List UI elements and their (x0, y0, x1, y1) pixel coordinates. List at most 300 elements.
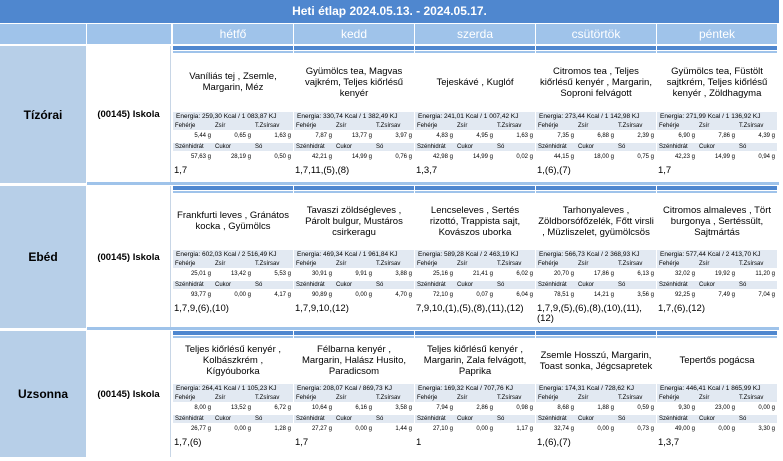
energy-amount: 469,34 Kcal / 1 961,84 KJ (323, 251, 398, 258)
menu-cell (536, 46, 656, 176)
nutrient-value-row (173, 402, 293, 415)
meal-label: Uzsonna (0, 331, 86, 457)
nutrient-value-row (536, 289, 656, 302)
cell-accent-bar (536, 186, 656, 190)
protein-value: 8,00 g (194, 405, 211, 411)
energy-amount: 577,44 Kcal / 2 413,70 KJ (686, 251, 761, 258)
sat-fat-value: 6,72 g (274, 405, 291, 411)
allergen-codes: 7,9,10,(1),(5),(8),(11),(12) (416, 303, 524, 314)
day-header: hétfő (173, 24, 293, 44)
energy-amount: 259,30 Kcal / 1 083,87 KJ (202, 113, 277, 120)
salt-label: Só (374, 415, 414, 423)
menu-cell (294, 46, 414, 176)
header-spacer (87, 24, 171, 44)
protein-value: 6,90 g (678, 133, 695, 139)
school-label: (00145) Iskola (87, 46, 171, 183)
energy-label: Energia: (660, 113, 685, 120)
protein-value: 9,30 g (678, 405, 695, 411)
sugar-label: Cukor (455, 415, 495, 423)
fat-label: Zsír (455, 122, 495, 130)
nutrient-label-row (294, 122, 414, 130)
meal-name: Citromos almaleves , Tört burgonya , Sertéssült, Sajtmártás (662, 204, 772, 238)
meal-name: Teljes kiőrlésű kenyér , Margarin, Zala felvágott, Paprika (423, 344, 527, 377)
fat-value: 19,92 g (714, 271, 735, 277)
meal-name: Frankfurti leves , Gránátos kocka , Gyümölcs (177, 210, 289, 232)
salt-value: 0,50 g (274, 154, 291, 160)
sat-fat-label: T.Zsírsav (616, 394, 656, 402)
cell-accent-bar (173, 331, 293, 335)
protein-value: 32,02 g (674, 271, 695, 277)
fat-value: 6,88 g (597, 133, 614, 139)
salt-value: 0,75 g (637, 154, 654, 160)
sugar-value: 0,07 g (476, 292, 493, 298)
fat-label: Zsír (576, 122, 616, 130)
sat-fat-value: 0,98 g (516, 405, 533, 411)
fat-label: Zsír (697, 394, 737, 402)
carbs-value: 27,10 g (432, 426, 453, 432)
allergen-codes: 1,7,(6) (174, 437, 202, 448)
sugar-label: Cukor (334, 281, 374, 289)
salt-value: 4,70 g (395, 292, 412, 298)
energy-value (294, 112, 414, 122)
fat-value: 1,88 g (597, 405, 614, 411)
carbs-value: 90,89 g (311, 292, 332, 298)
fat-value: 2,86 g (476, 405, 493, 411)
meal-name: Gyümölcs tea, Füstölt sajtkrém, Teljes kiőrlésű kenyér , Zöldhagyma (666, 65, 768, 99)
carbs-value: 92,25 g (674, 292, 695, 298)
cell-accent-bar (173, 46, 293, 50)
sat-fat-label: T.Zsírsav (495, 394, 535, 402)
sugar-value: 14,99 g (714, 154, 735, 160)
energy-label: Energia: (176, 385, 201, 392)
protein-label: Fehérje (657, 394, 697, 402)
carbs-label: Szénhidrát (415, 281, 455, 289)
nutrient-value-row (294, 423, 414, 436)
carbs-label: Szénhidrát (294, 143, 334, 151)
cell-accent-bar (536, 46, 656, 50)
carbs-value: 72,10 g (432, 292, 453, 298)
nutrient-label-row (415, 260, 535, 268)
allergen-codes: 1,7,9,(5),(6),(8),(10),(11),(12) (537, 303, 642, 324)
meal-name: Vaníliás tej , Zsemle, Margarin, Méz (189, 71, 277, 93)
carbs-label: Szénhidrát (415, 143, 455, 151)
protein-label: Fehérje (173, 394, 213, 402)
salt-value: 0,94 g (758, 154, 775, 160)
energy-value (294, 250, 414, 260)
energy-amount: 602,03 Kcal / 2 516,49 KJ (202, 251, 277, 258)
menu-cell (173, 46, 293, 176)
nutrient-label-row (294, 143, 414, 151)
nutrient-label-row (415, 122, 535, 130)
sat-fat-label: T.Zsírsav (616, 260, 656, 268)
energy-amount: 271,99 Kcal / 1 136,92 KJ (686, 113, 761, 120)
protein-value: 5,44 g (194, 133, 211, 139)
sugar-value: 14,21 g (593, 292, 614, 298)
sat-fat-value: 11,20 g (755, 271, 775, 277)
carbs-value: 42,21 g (311, 154, 332, 160)
menu-cell (173, 186, 293, 314)
protein-value: 7,87 g (315, 133, 332, 139)
sugar-value: 0,00 g (234, 426, 251, 432)
salt-value: 1,28 g (274, 426, 291, 432)
menu-cell (415, 46, 535, 176)
salt-label: Só (495, 281, 535, 289)
salt-value: 4,17 g (274, 292, 291, 298)
energy-label: Energia: (660, 251, 685, 258)
fat-label: Zsír (576, 260, 616, 268)
fat-label: Zsír (213, 260, 253, 268)
day-header: péntek (657, 24, 777, 44)
energy-value (294, 384, 414, 394)
energy-label: Energia: (297, 385, 322, 392)
sat-fat-label: T.Zsírsav (253, 394, 293, 402)
nutrient-label-row (294, 281, 414, 289)
cell-accent-bar (294, 46, 414, 50)
menu-cell (657, 186, 777, 314)
sat-fat-value: 5,53 g (274, 271, 291, 277)
carbs-value: 57,63 g (190, 154, 211, 160)
protein-label: Fehérje (173, 122, 213, 130)
protein-value: 7,94 g (436, 405, 453, 411)
nutrient-label-row (536, 394, 656, 402)
energy-amount: 174,31 Kcal / 728,62 KJ (565, 385, 635, 392)
nutrient-label-row (536, 260, 656, 268)
allergen-codes: 1,7,(6),(12) (658, 303, 705, 314)
meal-name: Zsemle Hosszú, Margarin, Toast sonka, Jégcsapretek (539, 349, 653, 372)
energy-label: Energia: (539, 385, 564, 392)
nutrient-value-row (294, 130, 414, 143)
salt-label: Só (495, 415, 535, 423)
nutrient-value-row (173, 130, 293, 143)
cell-accent-bar (415, 186, 535, 190)
salt-label: Só (253, 143, 293, 151)
carbs-value: 42,98 g (432, 154, 453, 160)
energy-value (657, 384, 777, 394)
meal-label: Tízórai (0, 46, 86, 183)
sugar-value: 0,00 g (234, 292, 251, 298)
carbs-value: 42,23 g (674, 154, 695, 160)
fat-label: Zsír (697, 122, 737, 130)
fat-value: 17,86 g (593, 271, 614, 277)
energy-label: Energia: (418, 251, 443, 258)
energy-value (536, 250, 656, 260)
menu-cell (536, 331, 656, 448)
sat-fat-label: T.Zsírsav (374, 394, 414, 402)
sugar-label: Cukor (455, 143, 495, 151)
sat-fat-label: T.Zsírsav (737, 394, 777, 402)
salt-label: Só (737, 415, 777, 423)
meal-name: Citromos tea , Teljes kiőrlésű kenyér , Margarin, Soproni felvágott (540, 65, 652, 99)
sat-fat-label: T.Zsírsav (374, 260, 414, 268)
sat-fat-value: 1,63 g (274, 133, 291, 139)
cell-accent-bar (415, 46, 535, 50)
meal-name: Teljes kiőrlésű kenyér , Kolbászkrém , Kígyóuborka (184, 344, 282, 377)
energy-amount: 589,28 Kcal / 2 463,19 KJ (444, 251, 519, 258)
nutrient-value-row (415, 268, 535, 281)
protein-value: 10,64 g (311, 405, 332, 411)
day-header: kedd (294, 24, 414, 44)
protein-label: Fehérje (536, 260, 576, 268)
nutrient-label-row (173, 281, 293, 289)
sugar-label: Cukor (213, 415, 253, 423)
salt-value: 6,04 g (516, 292, 533, 298)
carbs-label: Szénhidrát (173, 281, 213, 289)
row-separator (87, 327, 779, 330)
nutrient-value-row (294, 289, 414, 302)
carbs-label: Szénhidrát (657, 415, 697, 423)
meal-name: Gyümölcs tea, Magvas vajkrém, Teljes kiőrlésű kenyér (304, 65, 404, 99)
sugar-label: Cukor (576, 281, 616, 289)
sat-fat-label: T.Zsírsav (253, 260, 293, 268)
menu-cell (415, 186, 535, 314)
fat-value: 0,65 g (234, 133, 251, 139)
sat-fat-value: 6,02 g (516, 271, 533, 277)
energy-label: Energia: (418, 385, 443, 392)
allergen-codes: 1,(6),(7) (537, 165, 571, 176)
nutrient-label-row (536, 143, 656, 151)
carbs-label: Szénhidrát (415, 415, 455, 423)
sugar-label: Cukor (334, 143, 374, 151)
carbs-label: Szénhidrát (294, 281, 334, 289)
cell-accent-bar (536, 331, 656, 335)
sat-fat-value: 3,88 g (395, 271, 412, 277)
nutrient-value-row (173, 268, 293, 281)
salt-value: 0,02 g (516, 154, 533, 160)
protein-label: Fehérje (294, 122, 334, 130)
salt-label: Só (253, 281, 293, 289)
nutrient-label-row (173, 415, 293, 423)
salt-label: Só (737, 143, 777, 151)
nutrient-label-row (657, 281, 777, 289)
fat-value: 23,00 g (714, 405, 735, 411)
salt-label: Só (616, 143, 656, 151)
carbs-label: Szénhidrát (536, 281, 576, 289)
nutrient-value-row (415, 289, 535, 302)
sugar-label: Cukor (455, 281, 495, 289)
carbs-label: Szénhidrát (536, 415, 576, 423)
nutrient-value-row (657, 423, 777, 436)
nutrient-value-row (657, 289, 777, 302)
nutrient-label-row (173, 394, 293, 402)
energy-value (536, 384, 656, 394)
allergen-codes: 1,7 (174, 165, 188, 176)
nutrient-value-row (536, 268, 656, 281)
sat-fat-value: 4,39 g (758, 133, 775, 139)
nutrient-value-row (536, 151, 656, 164)
protein-value: 25,16 g (432, 271, 453, 277)
sat-fat-label: T.Zsírsav (737, 260, 777, 268)
nutrient-label-row (536, 122, 656, 130)
protein-label: Fehérje (415, 122, 455, 130)
allergen-codes: 1,7,11,(5),(8) (295, 165, 350, 176)
cell-accent-bar (657, 186, 777, 190)
nutrient-label-row (294, 260, 414, 268)
allergen-codes: 1 (416, 437, 422, 448)
nutrient-label-row (536, 415, 656, 423)
sugar-value: 14,99 g (472, 154, 493, 160)
energy-amount: 566,73 Kcal / 2 368,93 KJ (565, 251, 640, 258)
allergen-codes: 1,3,7 (658, 437, 680, 448)
cell-accent-bar (657, 331, 777, 335)
protein-value: 8,68 g (557, 405, 574, 411)
sugar-value: 0,00 g (476, 426, 493, 432)
fat-value: 13,42 g (230, 271, 251, 277)
meal-name: Tepertős pogácsa (679, 355, 755, 366)
fat-label: Zsír (213, 394, 253, 402)
menu-cell (173, 331, 293, 448)
protein-value: 30,91 g (311, 271, 332, 277)
allergen-codes: 1,(6),(7) (537, 437, 571, 448)
allergen-codes: 1,7,9,10,(12) (295, 303, 349, 314)
nutrient-value-row (294, 268, 414, 281)
energy-amount: 446,41 Kcal / 1 865,99 KJ (686, 385, 761, 392)
energy-amount: 264,41 Kcal / 1 105,23 KJ (202, 385, 277, 392)
salt-label: Só (495, 143, 535, 151)
energy-label: Energia: (418, 113, 443, 120)
sat-fat-value: 3,58 g (395, 405, 412, 411)
sugar-value: 0,00 g (597, 426, 614, 432)
sat-fat-label: T.Zsírsav (495, 260, 535, 268)
menu-cell (657, 46, 777, 176)
nutrient-value-row (294, 151, 414, 164)
carbs-value: 49,00 g (674, 426, 695, 432)
protein-label: Fehérje (294, 260, 334, 268)
carbs-label: Szénhidrát (173, 415, 213, 423)
fat-value: 13,77 g (351, 133, 372, 139)
sugar-label: Cukor (576, 415, 616, 423)
nutrient-label-row (415, 281, 535, 289)
sat-fat-label: T.Zsírsav (374, 122, 414, 130)
fat-value: 9,91 g (355, 271, 372, 277)
sat-fat-value: 0,00 g (758, 405, 775, 411)
protein-label: Fehérje (536, 394, 576, 402)
salt-value: 1,44 g (395, 426, 412, 432)
menu-cell (536, 186, 656, 324)
menu-cell (415, 331, 535, 448)
salt-value: 7,04 g (758, 292, 775, 298)
sugar-label: Cukor (697, 143, 737, 151)
sat-fat-value: 2,39 g (637, 133, 654, 139)
salt-label: Só (616, 415, 656, 423)
sugar-label: Cukor (697, 415, 737, 423)
cell-accent-bar (415, 331, 535, 335)
school-label: (00145) Iskola (87, 331, 171, 457)
allergen-codes: 1,7 (295, 437, 309, 448)
sugar-label: Cukor (334, 415, 374, 423)
sugar-label: Cukor (697, 281, 737, 289)
cell-accent-bar (294, 186, 414, 190)
energy-value (657, 112, 777, 122)
energy-amount: 241,01 Kcal / 1 007,42 KJ (444, 113, 519, 120)
carbs-label: Szénhidrát (294, 415, 334, 423)
sugar-value: 14,99 g (351, 154, 372, 160)
allergen-codes: 1,7,9,(6),(10) (174, 303, 229, 314)
protein-label: Fehérje (415, 260, 455, 268)
fat-label: Zsír (576, 394, 616, 402)
meal-name: Félbarna kenyér , Margarin, Halász Husito, Paradicsom (301, 344, 406, 377)
nutrient-value-row (173, 151, 293, 164)
carbs-value: 26,77 g (190, 426, 211, 432)
nutrient-label-row (657, 415, 777, 423)
nutrient-label-row (657, 260, 777, 268)
sat-fat-value: 0,59 g (637, 405, 654, 411)
nutrient-value-row (657, 130, 777, 143)
carbs-value: 44,15 g (553, 154, 574, 160)
nutrient-label-row (657, 122, 777, 130)
carbs-value: 78,51 g (553, 292, 574, 298)
meal-label: Ebéd (0, 186, 86, 328)
nutrient-label-row (657, 394, 777, 402)
energy-label: Energia: (176, 251, 201, 258)
nutrient-value-row (657, 402, 777, 415)
salt-value: 3,30 g (758, 426, 775, 432)
nutrient-label-row (415, 415, 535, 423)
salt-label: Só (374, 143, 414, 151)
sugar-value: 18,00 g (593, 154, 614, 160)
fat-value: 6,16 g (355, 405, 372, 411)
meal-name: Tavaszi zöldségleves , Párolt bulgur, Mustáros csirkeragu (305, 204, 403, 238)
energy-amount: 330,74 Kcal / 1 382,49 KJ (323, 113, 398, 120)
energy-amount: 273,44 Kcal / 1 142,98 KJ (565, 113, 640, 120)
cell-accent-bar (657, 46, 777, 50)
fat-label: Zsír (697, 260, 737, 268)
energy-value (536, 112, 656, 122)
sugar-label: Cukor (213, 281, 253, 289)
energy-value (173, 384, 293, 394)
meal-name: Tarhonyaleves , Zöldborsófőzelék, Főtt virsli , Müzliszelet, gyümölcsös (538, 204, 654, 238)
protein-value: 4,83 g (436, 133, 453, 139)
meal-name: Tejeskávé , Kuglóf (436, 76, 514, 88)
nutrient-value-row (536, 423, 656, 436)
nutrient-label-row (173, 122, 293, 130)
sugar-value: 0,00 g (355, 426, 372, 432)
nutrient-value-row (415, 423, 535, 436)
energy-amount: 208,07 Kcal / 869,73 KJ (323, 385, 393, 392)
allergen-codes: 1,7 (658, 165, 672, 176)
sat-fat-value: 6,13 g (637, 271, 654, 277)
fat-label: Zsír (334, 394, 374, 402)
energy-label: Energia: (297, 113, 322, 120)
energy-label: Energia: (539, 113, 564, 120)
fat-value: 13,52 g (230, 405, 251, 411)
fat-label: Zsír (334, 122, 374, 130)
cell-accent-bar (294, 331, 414, 335)
fat-label: Zsír (213, 122, 253, 130)
nutrient-value-row (294, 402, 414, 415)
energy-label: Energia: (660, 385, 685, 392)
protein-value: 7,35 g (557, 133, 574, 139)
energy-value (415, 250, 535, 260)
sugar-value: 28,19 g (230, 154, 251, 160)
day-header: csütörtök (536, 24, 656, 44)
energy-value (415, 112, 535, 122)
energy-label: Energia: (539, 251, 564, 258)
salt-value: 0,73 g (637, 426, 654, 432)
salt-value: 1,17 g (516, 426, 533, 432)
salt-value: 3,56 g (637, 292, 654, 298)
salt-label: Só (616, 281, 656, 289)
menu-cell (657, 331, 777, 448)
sat-fat-value: 1,63 g (516, 133, 533, 139)
sat-fat-label: T.Zsírsav (616, 122, 656, 130)
carbs-label: Szénhidrát (173, 143, 213, 151)
salt-label: Só (253, 415, 293, 423)
sat-fat-label: T.Zsírsav (495, 122, 535, 130)
salt-label: Só (737, 281, 777, 289)
protein-label: Fehérje (173, 260, 213, 268)
protein-label: Fehérje (657, 260, 697, 268)
allergen-codes: 1,3,7 (416, 165, 438, 176)
